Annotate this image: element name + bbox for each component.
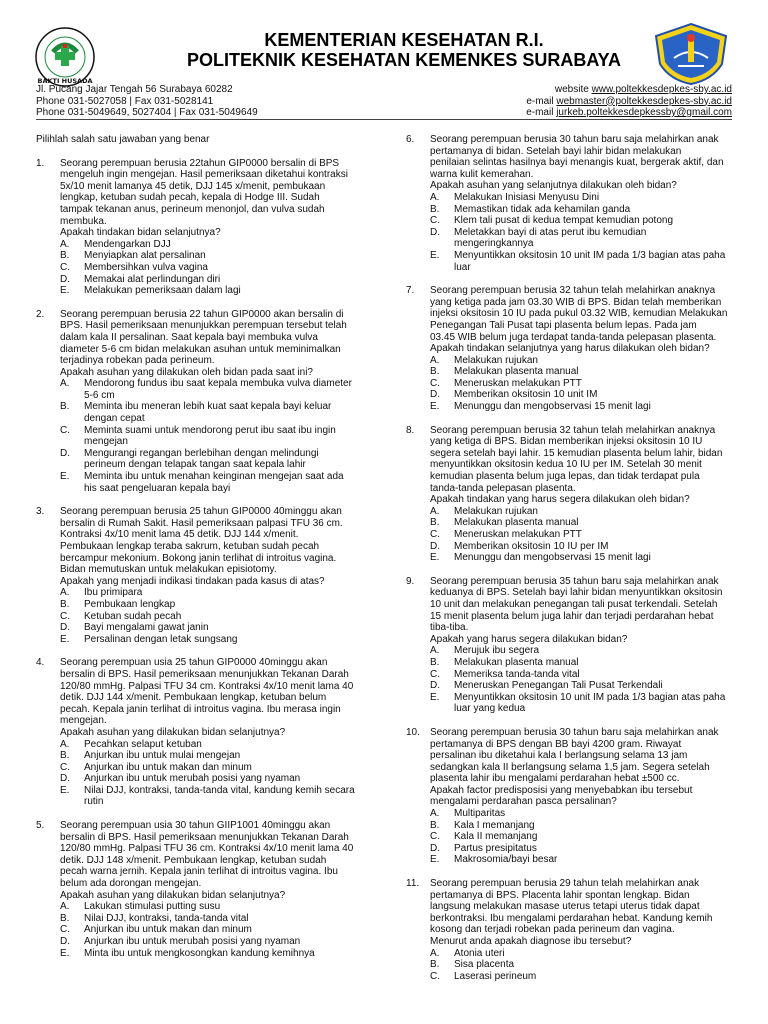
option-letter: A.: [60, 738, 70, 750]
option-text: Bayi mengalami gawat janin: [84, 622, 209, 634]
option-text: Melakukan pemeriksaan dalam lagi: [84, 285, 241, 297]
question-item: [406, 134, 740, 273]
option-letter: E.: [430, 249, 440, 261]
option-text: Merujuk ibu segera: [454, 645, 540, 657]
option-letter: E.: [60, 947, 70, 959]
question-item: [406, 878, 740, 982]
option-letter: B.: [60, 598, 70, 610]
answer-option[interactable]: [430, 669, 740, 681]
option-text: Kala II memanjang: [454, 831, 538, 843]
option-text: Melakukan plasenta manual: [454, 366, 579, 378]
question-stem: Seorang perempuan berusia 25 tahun GIP0000 40minggu akan bersalin di Rumah Sakit. Hasil pemeriksaan palpasi TFU 36 cm. Kontraksi 4x/10 menit lama 45 detik. DJJ 144 x/menit. Pembukaan lengkap teraba sakrum, ketuban sudah pecah bercampur mekonium. Bokong janin terlihat di introitus vagina. Bidan memutuskan untuk melakukan episiotomy. Apakah yang menjadi indikasi tindakan pada kasus di atas?: [60, 506, 343, 587]
option-text: Anjurkan ibu untuk merubah posisi yang nyaman: [84, 773, 301, 785]
option-text: Mengurangi regangan berlebihan dengan melindungi perineum dengan telapak tangan saat kepala lahir: [84, 447, 319, 471]
answer-option[interactable]: [60, 948, 372, 960]
option-letter: B.: [430, 959, 440, 971]
option-text: Memastikan tidak ada kehamilan ganda: [454, 203, 631, 215]
option-letter: C.: [60, 610, 70, 622]
option-letter: B.: [60, 750, 70, 762]
option-letter: C.: [60, 261, 70, 273]
option-letter: B.: [430, 203, 440, 215]
answer-option[interactable]: [60, 587, 372, 599]
option-text: Makrosomia/bayi besar: [454, 854, 558, 866]
option-letter: A.: [60, 378, 70, 390]
option-letter: C.: [430, 215, 440, 227]
option-text: Meletakkan bayi di atas perut ibu kemudian mengeringkannya: [454, 226, 647, 250]
answer-option[interactable]: [430, 808, 740, 820]
answer-option[interactable]: [430, 204, 740, 216]
option-text: Menyiapkan alat persalinan: [84, 250, 206, 262]
answer-option[interactable]: [430, 657, 740, 669]
question-item: [406, 285, 740, 413]
answer-option[interactable]: [60, 924, 372, 936]
question-item: [36, 820, 372, 959]
option-text: Nilai DJJ, kontraksi, tanda-tanda vital, kandung kemih secara rutin: [84, 784, 355, 808]
answer-option[interactable]: [430, 389, 740, 401]
answer-option[interactable]: [430, 401, 740, 413]
option-letter: B.: [60, 250, 70, 262]
option-letter: B.: [430, 656, 440, 668]
option-letter: D.: [60, 273, 70, 285]
option-text: Multiparitas: [454, 808, 506, 820]
option-letter: B.: [430, 819, 440, 831]
answer-option[interactable]: [430, 227, 740, 250]
question-item: [406, 425, 740, 564]
option-letter: E.: [430, 691, 440, 703]
question-number: 5.: [36, 820, 45, 832]
answer-option[interactable]: [60, 622, 372, 634]
option-letter: A.: [430, 808, 440, 820]
answer-option[interactable]: [60, 739, 372, 751]
ministry-title: KEMENTERIAN KESEHATAN R.I.: [264, 30, 544, 50]
option-text: Melakukan plasenta manual: [454, 517, 579, 529]
option-letter: D.: [430, 226, 440, 238]
answer-option[interactable]: [430, 959, 740, 971]
answer-option[interactable]: [60, 936, 372, 948]
question-number: 6.: [406, 134, 415, 145]
option-letter: A.: [430, 947, 440, 959]
question-number: 3.: [36, 506, 45, 518]
option-letter: B.: [430, 366, 440, 378]
option-text: Meneruskan Penegangan Tali Pusat Terkendali: [454, 680, 663, 692]
answer-option[interactable]: [60, 762, 372, 774]
answer-option[interactable]: [60, 901, 372, 913]
option-text: Mendengarkan DJJ: [84, 238, 171, 250]
answer-option[interactable]: [430, 506, 740, 518]
option-letter: D.: [60, 936, 70, 947]
option-letter: E.: [60, 285, 70, 297]
answer-option[interactable]: [60, 611, 372, 623]
left-column: [36, 134, 372, 971]
option-text: Anjurkan ibu untuk mulai mengejan: [84, 750, 241, 762]
option-text: Menunggu dan mengobservasi 15 menit lagi: [454, 401, 651, 413]
question-item: [36, 309, 372, 495]
answer-option[interactable]: [430, 366, 740, 378]
question-number: 4.: [36, 657, 45, 669]
email-link[interactable]: jurkeb.poltekkesdepkessby@gmail.com: [556, 107, 732, 118]
answer-option[interactable]: [60, 239, 372, 251]
answer-option[interactable]: [430, 692, 740, 715]
email-label: e-mail: [526, 107, 557, 118]
question-number: 8.: [406, 424, 415, 436]
header-divider: [36, 119, 732, 120]
option-text: Nilai DJJ, kontraksi, tanda-tanda vital: [84, 912, 249, 924]
option-text: Kala I memanjang: [454, 819, 535, 831]
answer-option[interactable]: [430, 831, 740, 843]
option-text: Anjurkan ibu untuk merubah posisi yang nyaman: [84, 936, 301, 947]
website-link[interactable]: www.poltekkesdepkes-sby.ac.id: [591, 84, 732, 95]
option-letter: D.: [60, 773, 70, 785]
option-text: Meminta suami untuk mendorong perut ibu saat ibu ingin mengejan: [84, 424, 336, 448]
phone-line: Phone 031-5027058 | Fax 031-5028141: [36, 95, 214, 107]
answer-option[interactable]: [430, 645, 740, 657]
option-letter: D.: [60, 447, 70, 459]
answer-option[interactable]: [60, 785, 372, 808]
option-letter: E.: [60, 784, 70, 796]
answer-option[interactable]: [60, 425, 372, 448]
option-letter: E.: [430, 401, 440, 413]
option-text: Memberikan oksitosin 10 unit IM: [454, 389, 598, 401]
instruction-text: Pilihlah salah satu jawaban yang benar: [36, 134, 210, 145]
option-letter: C.: [430, 529, 440, 540]
address-block: [36, 84, 258, 119]
answer-option[interactable]: [430, 854, 740, 866]
answer-option[interactable]: [430, 843, 740, 855]
option-text: Pecahkan selaput ketuban: [84, 738, 202, 750]
question-number: 11.: [406, 878, 420, 890]
option-letter: D.: [430, 680, 440, 692]
option-letter: C.: [60, 761, 70, 773]
question-number: 1.: [36, 157, 45, 169]
option-letter: C.: [60, 924, 70, 936]
option-text: Meminta ibu untuk menahan keinginan mengejan saat ada his saat pengeluaran kepala bayi: [84, 471, 344, 494]
answer-option[interactable]: [430, 948, 740, 960]
option-text: Meneruskan melakukan PTT: [454, 529, 582, 540]
question-stem: Seorang perempuan berusia 35 tahun baru saja melahirkan anak keduanya di BPS. Setelah bayi lahir bidan menyuntikkan oksitosin 10 unit dan melakukan penegangan tali pusat terkendali. Setelah 15 menit plasenta belum juga lahir dan terjadi perdarahan hebat tiba-tiba. Apakah yang harus segera dilakukan bidan?: [430, 575, 723, 645]
phone-line: Phone 031-5049649, 5027404 | Fax 031-5049649: [36, 107, 258, 118]
option-text: Atonia uteri: [454, 947, 505, 959]
question-list: [36, 158, 372, 960]
answer-option[interactable]: [60, 773, 372, 785]
option-text: Ketuban sudah pecah: [84, 610, 182, 622]
answer-option[interactable]: [60, 285, 372, 297]
option-text: Membersihkan vulva vagina: [84, 261, 208, 273]
answer-option[interactable]: [430, 517, 740, 529]
answer-option[interactable]: [430, 215, 740, 227]
question-stem: Seorang perempuan berusia 30 tahun baru saja melahirkan anak pertamanya di bidan. Setelah bayi lahir bidan melakukan penilaian selintas hasilnya bayi menangis kuat, bergerak aktif, dan warna kulit kemerahan. Apakah asuhan yang selanjutnya dilakukan oleh bidan?: [430, 134, 724, 192]
option-text: Lakukan stimulasi putting susu: [84, 901, 221, 913]
option-letter: D.: [430, 389, 440, 401]
answer-option[interactable]: [60, 634, 372, 646]
answer-option[interactable]: [430, 355, 740, 367]
question-item: [36, 657, 372, 808]
option-text: Memeriksa tanda-tanda vital: [454, 668, 580, 680]
option-letter: A.: [430, 191, 440, 203]
option-text: Meminta ibu meneran lebih kuat saat kepala bayi keluar dengan cepat: [84, 401, 332, 425]
option-letter: E.: [430, 854, 440, 866]
answer-option[interactable]: [430, 820, 740, 832]
option-letter: D.: [60, 622, 70, 634]
question-item: [36, 506, 372, 645]
option-letter: A.: [430, 505, 440, 517]
answer-option[interactable]: [430, 250, 740, 273]
question-number: 10.: [406, 726, 420, 738]
question-number: 9.: [406, 575, 415, 587]
option-letter: D.: [430, 842, 440, 854]
option-letter: A.: [430, 645, 440, 657]
answer-option[interactable]: [430, 529, 740, 541]
answer-option[interactable]: [60, 262, 372, 274]
option-text: Menyuntikkan oksitosin 10 unit IM pada 1/3 bagian atas paha luar yang kedua: [454, 691, 726, 715]
answer-option[interactable]: [430, 541, 740, 553]
question-stem: Seorang perempuan berusia 32 tahun telah melahirkan anaknya yang ketiga pada jam 03.30 WIB di BPS. Bidan telah memberikan injeksi oksitosin 10 IU pada pukul 03.32 WIB, kemudian Melakukan Penegangan Tali Pusat tapi plasenta belum lepas. Pada jam 03.45 WIB belum juga terdapat tanda-tanda pelepasan plasenta. Apakah tindakan selanjutnya yang harus dilakukan oleh bidan?: [430, 285, 728, 355]
option-text: Meneruskan melakukan PTT: [454, 377, 582, 389]
option-letter: D.: [430, 540, 440, 552]
option-text: Mendorong fundus ibu saat kepala membuka vulva diameter 5-6 cm: [84, 378, 352, 401]
question-item: [406, 576, 740, 715]
right-column: [406, 134, 740, 994]
answer-option[interactable]: [60, 750, 372, 762]
answer-option[interactable]: [60, 250, 372, 262]
option-letter: B.: [60, 912, 70, 924]
option-letter: C.: [60, 424, 70, 436]
answer-option[interactable]: [430, 971, 740, 983]
answer-option[interactable]: [60, 913, 372, 925]
option-text: Menyuntikkan oksitosin 10 unit IM pada 1/3 bagian atas paha luar: [454, 249, 726, 273]
option-text: Menunggu dan mengobservasi 15 menit lagi: [454, 552, 651, 564]
option-letter: C.: [430, 377, 440, 389]
question-number: 2.: [36, 308, 45, 320]
website-label: website: [554, 84, 592, 95]
option-letter: A.: [430, 354, 440, 366]
question-stem: Seorang perempuan berusia 22 tahun GIP0000 akan bersalin di BPS. Hasil pemeriksaan menunjukkan perempuan tersebut telah dalam kala II persalinan. Saat kepala bayi membuka vulva diameter 5-6 cm bidan melakukan asuhan untuk meminimalkan terjadinya robekan pada perineum. Apakah asuhan yang dilakukan oleh bidan pada saat ini?: [60, 308, 347, 378]
answer-option[interactable]: [60, 378, 372, 401]
option-letter: C.: [430, 668, 440, 680]
option-letter: E.: [60, 633, 70, 645]
question-stem: Seorang perempuan usia 25 tahun GIP0000 40minggu akan bersalin di BPS. Hasil pemeriksaan menunjukkan Tekanan Darah 120/80 mmHg. Palpasi TFU 34 cm. Kontraksi 4x/10 menit lama 40 detik. DJJ 144 x/menit. Pembukaan lengkap, ketuban belum pecah. Kepala janin terlihat di introitus vagina. Ibu merasa ingin mengejan. Apakah asuhan yang dilakukan bidan selanjutnya?: [60, 657, 354, 738]
question-stem: Seorang perempuan berusia 29 tahun telah melahirkan anak pertamanya di BPS. Placenta lahir spontan lengkap. Bidan langsung melakukan masase uterus tetapi uterus tidak dapat berkontraksi. Ibu mengalami perdarahan hebat. Kandung kemih kosong dan terjadi robekan pada perineum dan vagina. Menurut anda apakah diagnose ibu tersebut?: [430, 878, 713, 947]
question-item: [36, 158, 372, 297]
option-letter: A.: [60, 238, 70, 250]
contact-block: [526, 84, 732, 119]
option-letter: B.: [60, 401, 70, 413]
option-text: Memberikan oksitosin 10 IU per IM: [454, 540, 609, 552]
option-text: Laserasi perineum: [454, 970, 537, 982]
answer-option[interactable]: [430, 192, 740, 204]
option-text: Sisa placenta: [454, 959, 515, 971]
question-item: [406, 727, 740, 866]
option-text: Klem tali pusat di kedua tempat kemudian potong: [454, 215, 674, 227]
question-stem: Seorang perempuan berusia 22tahun GIP0000 bersalin di BPS mengeluh ingin mengejan. Hasil pemeriksaan diketahui kontraksi 5x/10 menit lamanya 45 detik, DJJ 145 x/menit, pembukaan lengkap, ketuban sudah pecah, kepala di Hodge III. Sudah tampak tekanan anus, perineum menonjol, dan vulva sudah membuka. Apakah tindakan bidan selanjutnya?: [60, 157, 348, 239]
answer-option[interactable]: [60, 599, 372, 611]
option-text: Anjurkan ibu untuk makan dan minum: [84, 924, 252, 936]
option-letter: C.: [430, 970, 440, 982]
option-letter: C.: [430, 831, 440, 843]
answer-option[interactable]: [60, 471, 372, 494]
answer-option[interactable]: [60, 274, 372, 286]
address-line: Jl. Pucang Jajar Tengah 56 Surabaya 60282: [36, 84, 233, 95]
option-text: Melakukan plasenta manual: [454, 656, 579, 668]
option-text: Minta ibu untuk mengkosongkan kandung kemihnya: [84, 947, 315, 959]
question-number: 7.: [406, 285, 415, 297]
question-stem: Seorang perempuan usia 30 tahun GIIP1001 40minggu akan bersalin di BPS. Hasil pemeriksaan menunjukkan Tekanan Darah 120/80 mmHg. Palpasi TFU 36 cm. Kontraksi 4x/10 menit lama 40 detik. DJJ 148 x/menit. Pembukaan lengkap, ketuban sudah pecah warna jernih. Kepala janin terlihat di introitus vagina. Ibu belum ada dorongan mengejan. Apakah asuhan yang dilakukan bidan selanjutnya?: [60, 820, 354, 901]
email-link[interactable]: webmaster@poltekkesdepkes-sby.ac.id: [556, 95, 732, 107]
option-letter: A.: [60, 587, 70, 599]
option-text: Melakukan rujukan: [454, 505, 538, 517]
email-label: e-mail: [526, 95, 557, 107]
option-text: Partus presipitatus: [454, 842, 537, 854]
question-stem: Seorang perempuan berusia 30 tahun baru saja melahirkan anak pertamanya di BPS dengan BB bayi 4200 gram. Riwayat persalinan ibu diketahui kala I berlangsung selama 13 jam sedangkan kala II berlangsung selama 1,5 jam. Segera setelah plasenta lahir ibu mengalami perdarahan hebat ±500 cc. Apakah factor predisposisi yang menyebabkan ibu tersebut mengalami perdarahan pasca persalinan?: [430, 726, 719, 808]
question-stem: Seorang perempuan berusia 32 tahun telah melahirkan anaknya yang ketiga di BPS. Bidan memberikan injeksi oksitosin 10 IU segera setelah bayi lahir. 15 kemudian plasenta belum lahir, bidan menyuntikkan oksitosin kedua 10 IU per IM. Setelah 30 menit kemudian plasenta belum juga lepas, dan tidak terdapat pula tanda-tanda pelepasan plasenta. Apakah tindakan yang harus segera dilakukan oleh bidan?: [430, 424, 723, 506]
option-letter: A.: [60, 901, 70, 913]
answer-option[interactable]: [430, 552, 740, 564]
option-text: Melakukan Inisiasi Menyusu Dini: [454, 191, 600, 203]
question-list: [406, 134, 740, 982]
option-text: Ibu primipara: [84, 587, 143, 599]
option-text: Melakukan rujukan: [454, 354, 538, 366]
logo-text: BAKTI HUSADA: [37, 77, 93, 85]
option-text: Persalinan dengan letak sungsang: [84, 633, 238, 645]
answer-option[interactable]: [430, 680, 740, 692]
option-text: Memakai alat perlindungan diri: [84, 273, 221, 285]
option-text: Pembukaan lengkap: [84, 598, 176, 610]
option-text: Anjurkan ibu untuk makan dan minum: [84, 761, 252, 773]
answer-option[interactable]: [430, 378, 740, 390]
option-letter: B.: [430, 517, 440, 529]
answer-option[interactable]: [60, 401, 372, 424]
answer-option[interactable]: [60, 448, 372, 471]
option-letter: E.: [430, 552, 440, 564]
option-letter: E.: [60, 471, 70, 483]
institution-title: POLITEKNIK KESEHATAN KEMENKES SURABAYA: [186, 50, 622, 70]
